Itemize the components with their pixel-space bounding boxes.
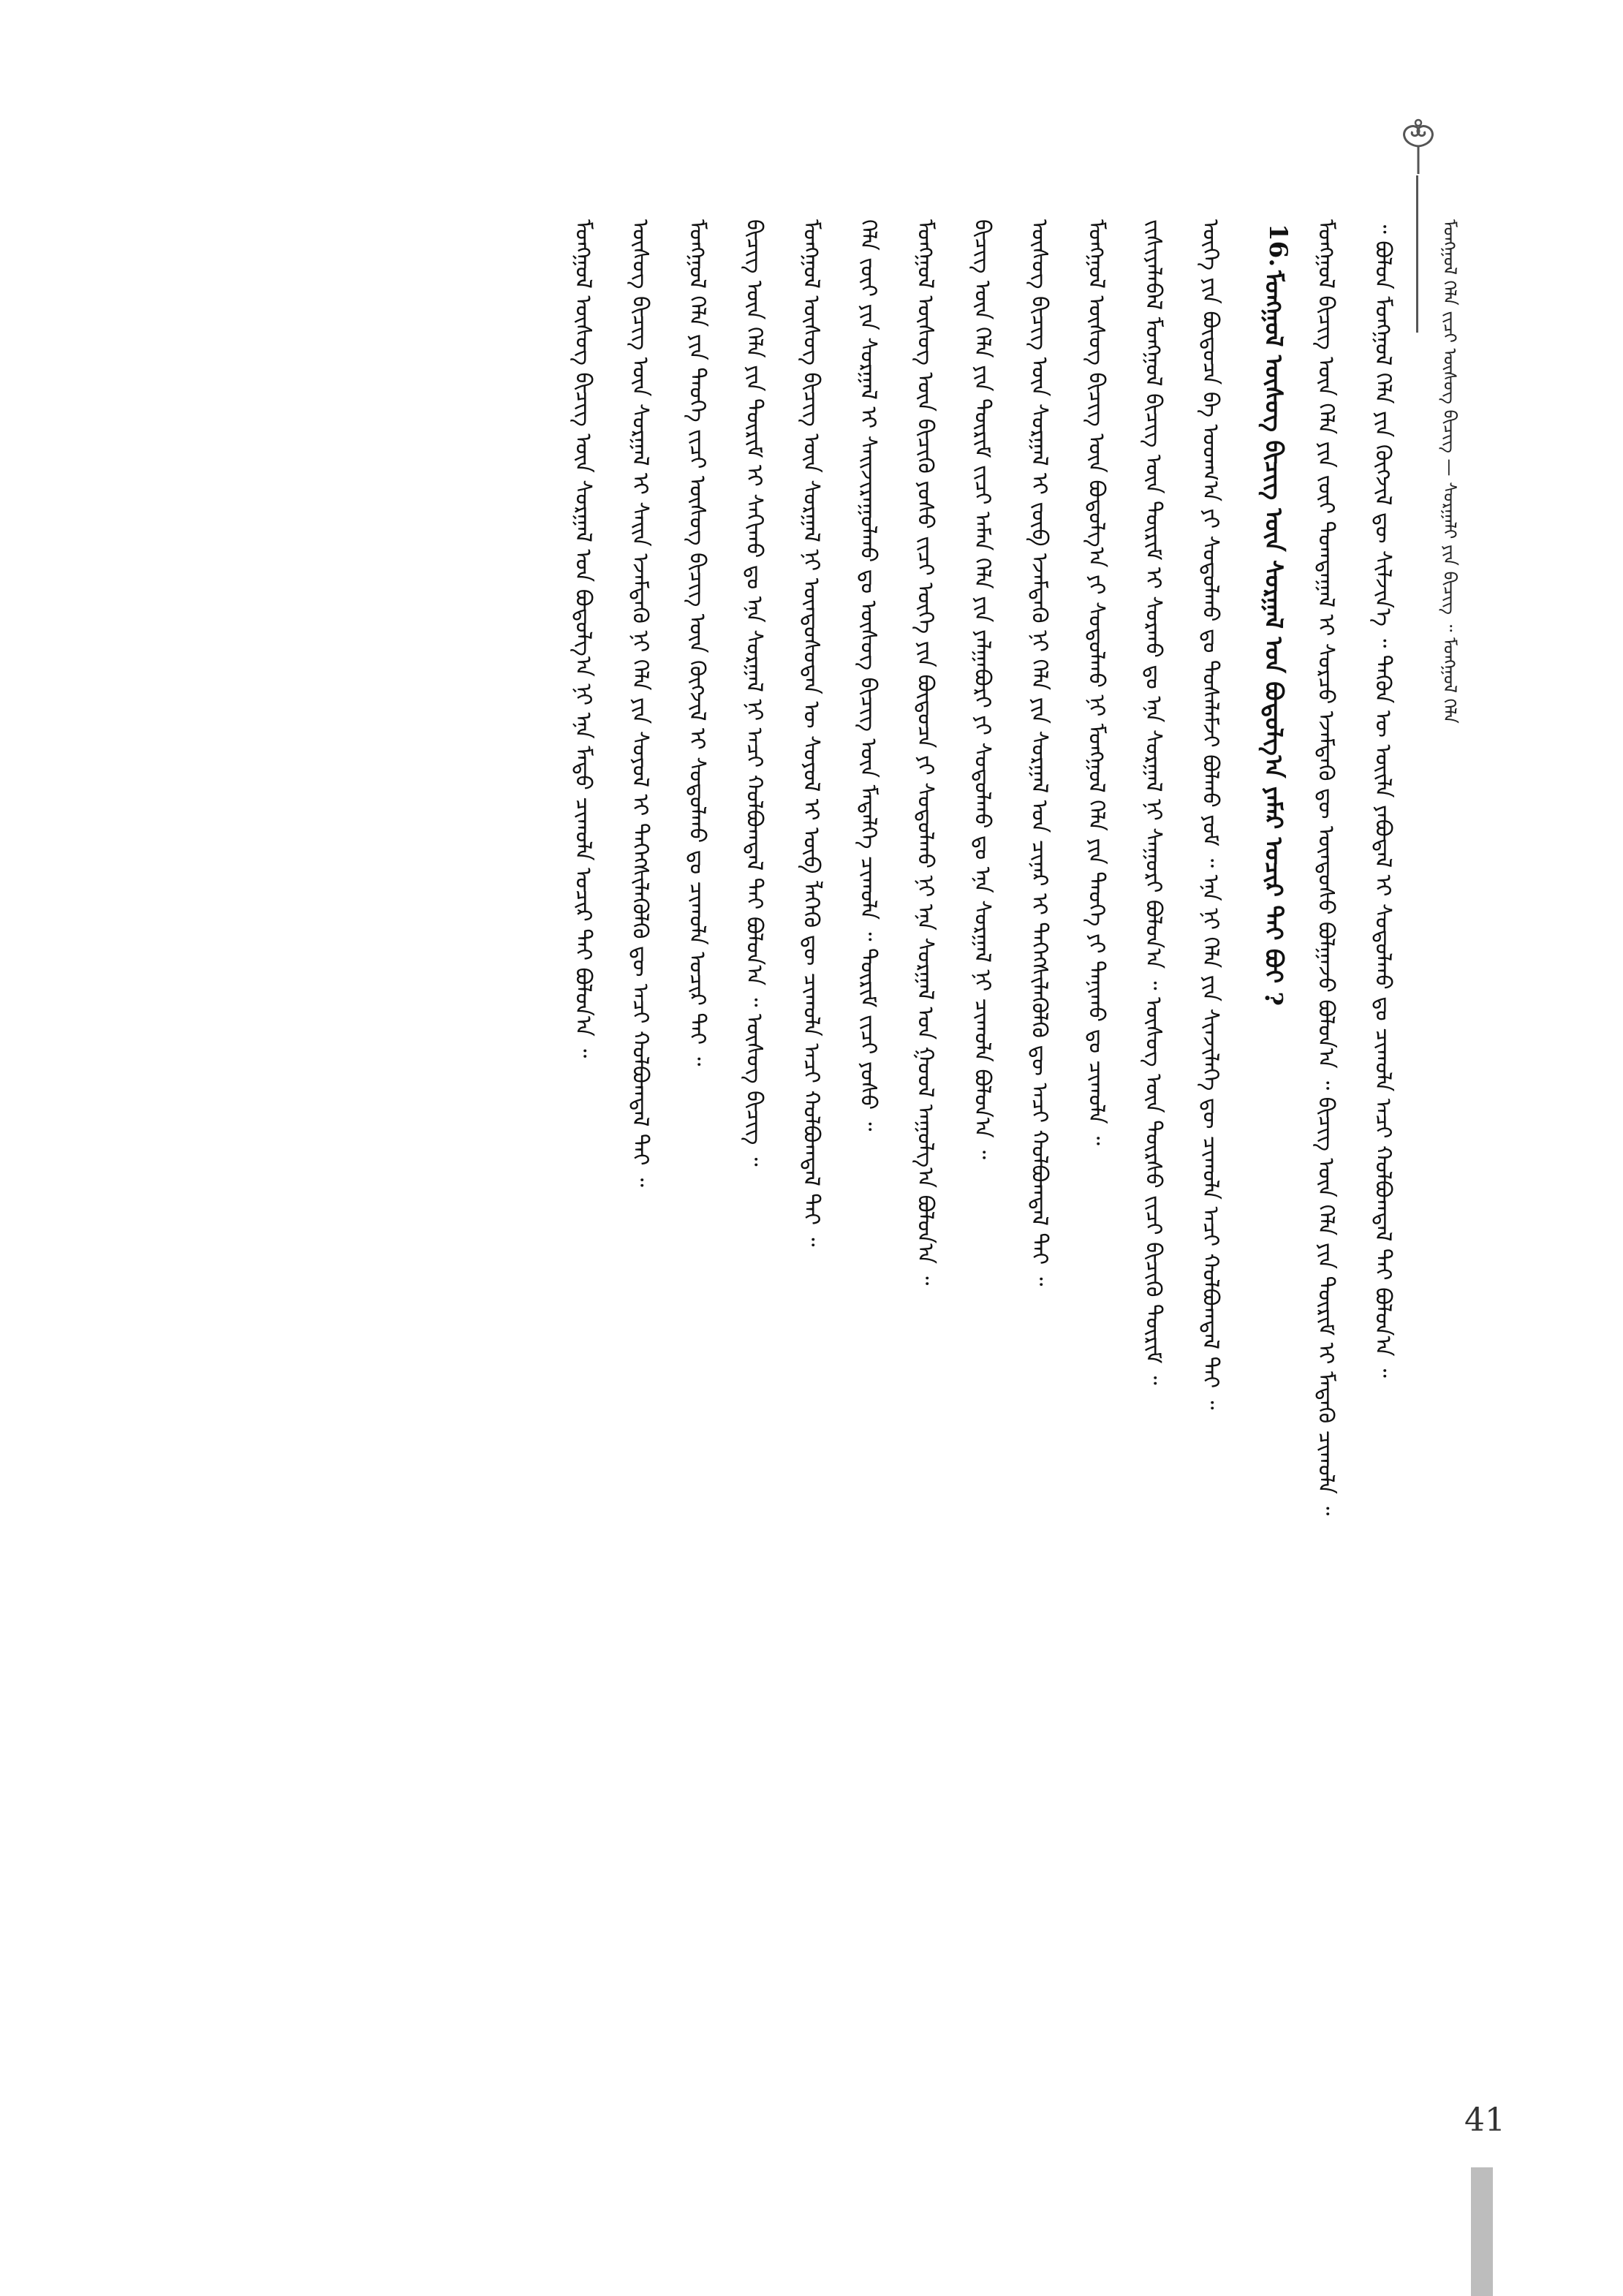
paragraph-line: ᠮᠣᠩᠭᠣᠯ ᠪᠢᠴᠢᠭ ᠦᠨ ᠬᠡᠯᠡ ᠶᠢᠨ ᠵᠦᠢ ᠲᠣᠭᠲᠠᠭᠠᠯ ᠢ ᠰᠤᠷᠴᠤ ᠡᠵᠡᠮᠳᠡᠬᠦ ᠳᠦ ᠦᠨᠳᠦᠰᠦ ᠪᠣᠯᠭᠠᠵᠤ ᠪᠣᠯᠤᠨ᠎ᠠ ᠃ ᠪᠢᠴᠢᠭ ᠦᠨ ᠬᠡᠯᠡ ᠶᠢᠨ ᠳᠦᠷᠢᠮ ᠢ ᠮᠡᠳᠡᠬᠦ ᠴᠢᠬᠤᠯᠠ ᠃ [1313,219,1339,1516]
running-header: ᠮᠣᠩᠭᠣᠯ ᠬᠡᠯᠡ ᠵᠢᠴᠢ ᠦᠰᠦᠭ ᠪᠢᠴᠢᠭ — ᠰᠤᠷᠭᠠᠯᠢ ᠶᠢᠨ ᠪᠢᠴᠢᠭ᠌ ᠃ ᠮᠣᠩᠭᠣᠯ ᠬᠡᠯᠡ [1439,219,1460,724]
header-rule [1416,175,1418,333]
paragraph-line: ᠦᠰᠦᠭ ᠪᠢᠴᠢᠭ ᠦᠨ ᠰᠤᠷᠭᠠᠯ ᠢ ᠰᠠᠢᠨ ᠡᠵᠡᠮᠳᠡᠬᠦ ᠨᠢ ᠬᠡᠯᠡ ᠶᠢᠨ ᠰᠣᠶᠣᠯ ᠢ ᠳᠡᠭᠡᠭᠰᠢᠯᠡᠭᠦᠯᠬᠦ ᠳᠦ ᠠᠴᠢ ᠬᠣᠯᠪᠣᠭᠳᠠᠯ ᠲᠠᠢ ᠃ [627,219,653,1187]
paragraph-line: ᠮᠣᠩᠭᠣᠯ ᠦᠰᠦᠭ ᠦᠨ ᠪᠢᠴᠢᠬᠦ ᠶᠣᠰᠣ ᠵᠢᠴᠢ ᠦᠭᠡ ᠶᠢᠨ ᠪᠦᠲᠦᠴᠡ ᠶᠢ ᠰᠤᠳᠤᠯᠬᠤ ᠨᠢ ᠡᠨᠡ ᠰᠤᠷᠭᠠᠯ ᠤᠨ ᠭᠣᠣᠯ ᠠᠭᠤᠯᠭ᠎ᠠ ᠪᠣᠯᠤᠨ᠎ᠠ ᠃ [912,219,938,1286]
paragraph-line: ᠮᠣᠩᠭᠣᠯ ᠦᠰᠦᠭ ᠪᠢᠴᠢᠭ ᠦᠨ ᠰᠤᠷᠭᠠᠯ ᠤᠨ ᠪᠣᠳᠣᠯᠭ᠎ᠠ ᠨᠢ ᠡᠨᠡ ᠮᠡᠲᠦ ᠴᠢᠬᠤᠯᠠ ᠤᠴᠢᠷ ᠲᠠᠢ ᠪᠣᠯᠤᠨ᠎ᠠ ᠃ [570,219,596,1058]
scroll-ornament-icon [1393,117,1444,175]
section-heading: ᠮᠣᠩᠭᠣᠯ ᠦᠰᠦᠭ ᠪᠢᠴᠢᠭ ᠦᠨ ᠰᠤᠷᠭᠠᠯ ᠤᠨ ᠪᠣᠳᠣᠯᠭ᠎ᠠ ᠶᠠᠮᠠᠷ ᠤᠴᠢᠷ ᠲᠠᠢ ᠪᠤᠢ ? [1260,270,1288,1007]
paragraph-line: ᠮᠣᠩᠭᠣᠯ ᠬᠡᠯᠡ ᠶᠢᠨ ᠲᠡᠦᠬᠡ ᠵᠢᠴᠢ ᠦᠰᠦᠭ ᠪᠢᠴᠢᠭ ᠦᠨ ᠬᠥᠭᠵᠢᠯ ᠢ ᠰᠤᠳᠤᠯᠬᠤ ᠳᠤ ᠴᠢᠬᠤᠯᠠ ᠤᠴᠢᠷ ᠲᠠᠢ ᠃ [684,219,710,1066]
paragraph-line: ᠦᠰᠦᠭ ᠪᠢᠴᠢᠭ ᠦᠨ ᠰᠤᠷᠭᠠᠯ ᠢ ᠵᠥᠪ ᠡᠵᠡᠮᠳᠡᠬᠦ ᠨᠢ ᠬᠡᠯᠡ ᠶᠢᠨ ᠰᠤᠷᠭᠠᠯ ᠤᠨ ᠴᠢᠨᠠᠷ ᠢ ᠳᠡᠭᠡᠭᠰᠢᠯᠡᠭᠦᠯᠬᠦ ᠳᠦ ᠠᠴᠢ ᠬᠣᠯᠪᠣᠭᠳᠠᠯ ᠲᠠᠢ ᠃ [1026,219,1052,1287]
paragraph-line: ᠮᠣᠩᠭᠣᠯ ᠦᠰᠦᠭ ᠪᠢᠴᠢᠭ ᠦᠨ ᠰᠤᠷᠭᠠᠯ ᠨᠢ ᠦᠨᠳᠦᠰᠦᠲᠡᠨ ᠦ ᠰᠣᠶᠣᠯ ᠢ ᠥᠪ ᠯᠡᠭᠡᠬᠦ ᠳᠦ ᠴᠢᠬᠤᠯᠠ ᠠᠴᠢ ᠬᠣᠯᠪᠣᠭᠳᠠᠯ ᠲᠠᠢ ᠃ [798,219,824,1247]
paragraph-line: ᠬᠡᠯᠡ ᠵᠦᠢ ᠶᠢᠨ ᠰᠤᠷᠭᠠᠯ ᠢ ᠰᠠᠢᠵᠢᠷᠠᠭᠤᠯᠬᠤ ᠳᠤ ᠦᠰᠦᠭ ᠪᠢᠴᠢᠭ ᠦᠨ ᠮᠡᠳᠡᠯᠭᠡ ᠴᠢᠬᠤᠯᠠ ᠃ ᠳᠦᠷᠢᠮ ᠵᠢᠴᠢ ᠶᠣᠰᠣ ᠃ [855,219,881,1132]
paragraph-line: ᠪᠢᠴᠢᠭ ᠦᠨ ᠬᠡᠯᠡ ᠶᠢᠨ ᠳᠦᠷᠢᠮ ᠵᠢᠴᠢ ᠠᠮᠠᠨ ᠬᠡᠯᠡ ᠶᠢᠨ ᠶᠠᠯᠭᠠᠪᠤᠷᠢ ᠶᠢ ᠰᠤᠳᠤᠯᠬᠤ ᠳᠤ ᠡᠨᠡ ᠰᠤᠷᠭᠠᠯ ᠨᠢ ᠴᠢᠬᠤᠯᠠ ᠪᠣᠯᠤᠨ᠎ᠠ ᠃ [969,219,995,1160]
section-number: 16. [1263,224,1293,268]
page-edge-tab [1471,2167,1493,2296]
page-number: 41 [1464,2102,1505,2139]
paragraph-line: ᠃ ᠪᠣᠯᠤᠨ ᠮᠣᠩᠭᠣᠯ ᠬᠡᠯᠡ ᠶᠢᠨ ᠬᠥᠭᠵᠢᠯ ᠳᠦ ᠰᠢᠯᠵᠢᠨ᠎ᠡ ᠃ ᠲᠡᠭᠦᠨ ᠦ ᠦᠢᠯᠡ ᠶᠠᠪᠤᠳᠠᠯ ᠢ ᠰᠤᠳᠤᠯᠬᠤ ᠳᠤ ᠴᠢᠬᠤᠯᠠ ᠠᠴᠢ ᠬᠣᠯᠪᠣᠭᠳᠠᠯ ᠲᠠᠢ ᠪᠣᠯᠤᠨ᠎ᠠ ᠃ [1370,219,1396,1378]
paragraph-line: ᠮᠣᠩᠭᠣᠯ ᠦᠰᠦᠭ ᠪᠢᠴᠢᠭ ᠦᠨ ᠪᠣᠳᠣᠯᠭ᠎ᠠ ᠶᠢ ᠰᠤᠳᠤᠯᠬᠤ ᠨᠢ ᠮᠣᠩᠭᠣᠯ ᠬᠡᠯᠡ ᠶᠢᠨ ᠲᠡᠦᠬᠡ ᠶᠢ ᠲᠠᠨᠢᠬᠤ ᠳᠤ ᠴᠢᠬᠤᠯᠠ ᠃ [1083,219,1109,1145]
paragraph-line: ᠵᠢᠱᠢᠶᠡᠯᠡᠪᠡᠯ ᠮᠣᠩᠭᠣᠯ ᠪᠢᠴᠢᠭ ᠦᠨ ᠳᠦᠷᠢᠮ ᠢ ᠰᠤᠷᠬᠤ ᠳᠤ ᠡᠨᠡ ᠰᠤᠷᠭᠠᠯ ᠨᠢ ᠰᠠᠭᠤᠷᠢ ᠪᠣᠯᠤᠨ᠎ᠠ ᠃ ᠦᠰᠦᠭ ᠦᠨ ᠳᠦᠷᠰᠦ ᠵᠢᠴᠢ ᠪᠢᠴᠢᠬᠦ ᠳᠦᠷᠢᠮ ᠃ [1140,219,1166,1385]
paragraph-line: ᠪᠢᠴᠢᠭ ᠦᠨ ᠬᠡᠯᠡ ᠶᠢᠨ ᠳᠦᠷᠢᠮ ᠢ ᠰᠠᠬᠢᠬᠤ ᠳᠤ ᠡᠨᠡ ᠰᠤᠷᠭᠠᠯ ᠨᠢ ᠠᠴᠢ ᠬᠣᠯᠪᠣᠭᠳᠠᠯ ᠲᠠᠢ ᠪᠣᠯᠤᠨ᠎ᠠ ᠃ ᠦᠰᠦᠭ ᠪᠢᠴᠢᠭ ᠃ [741,219,767,1167]
paragraph-line: ᠦᠭᠡ ᠶᠢᠨ ᠪᠦᠲᠦᠴᠡ ᠪᠠ ᠤᠳᠬ᠎ᠠ ᠶᠢ ᠰᠤᠳᠤᠯᠬᠤ ᠳᠤ ᠲᠤᠰᠠᠯᠠᠮᠵᠢ ᠪᠣᠯᠬᠤ ᠶᠤᠮ ᠃ ᠡᠨᠡ ᠨᠢ ᠬᠡᠯᠡ ᠶᠢᠨ ᠰᠢᠨᠵᠢᠯᠡᠭᠡ ᠳᠦ ᠴᠢᠬᠤᠯᠠ ᠠᠴᠢ ᠬᠣᠯᠪᠣᠭᠳᠠᠯ ᠲᠠᠢ ᠃ [1198,219,1223,1410]
